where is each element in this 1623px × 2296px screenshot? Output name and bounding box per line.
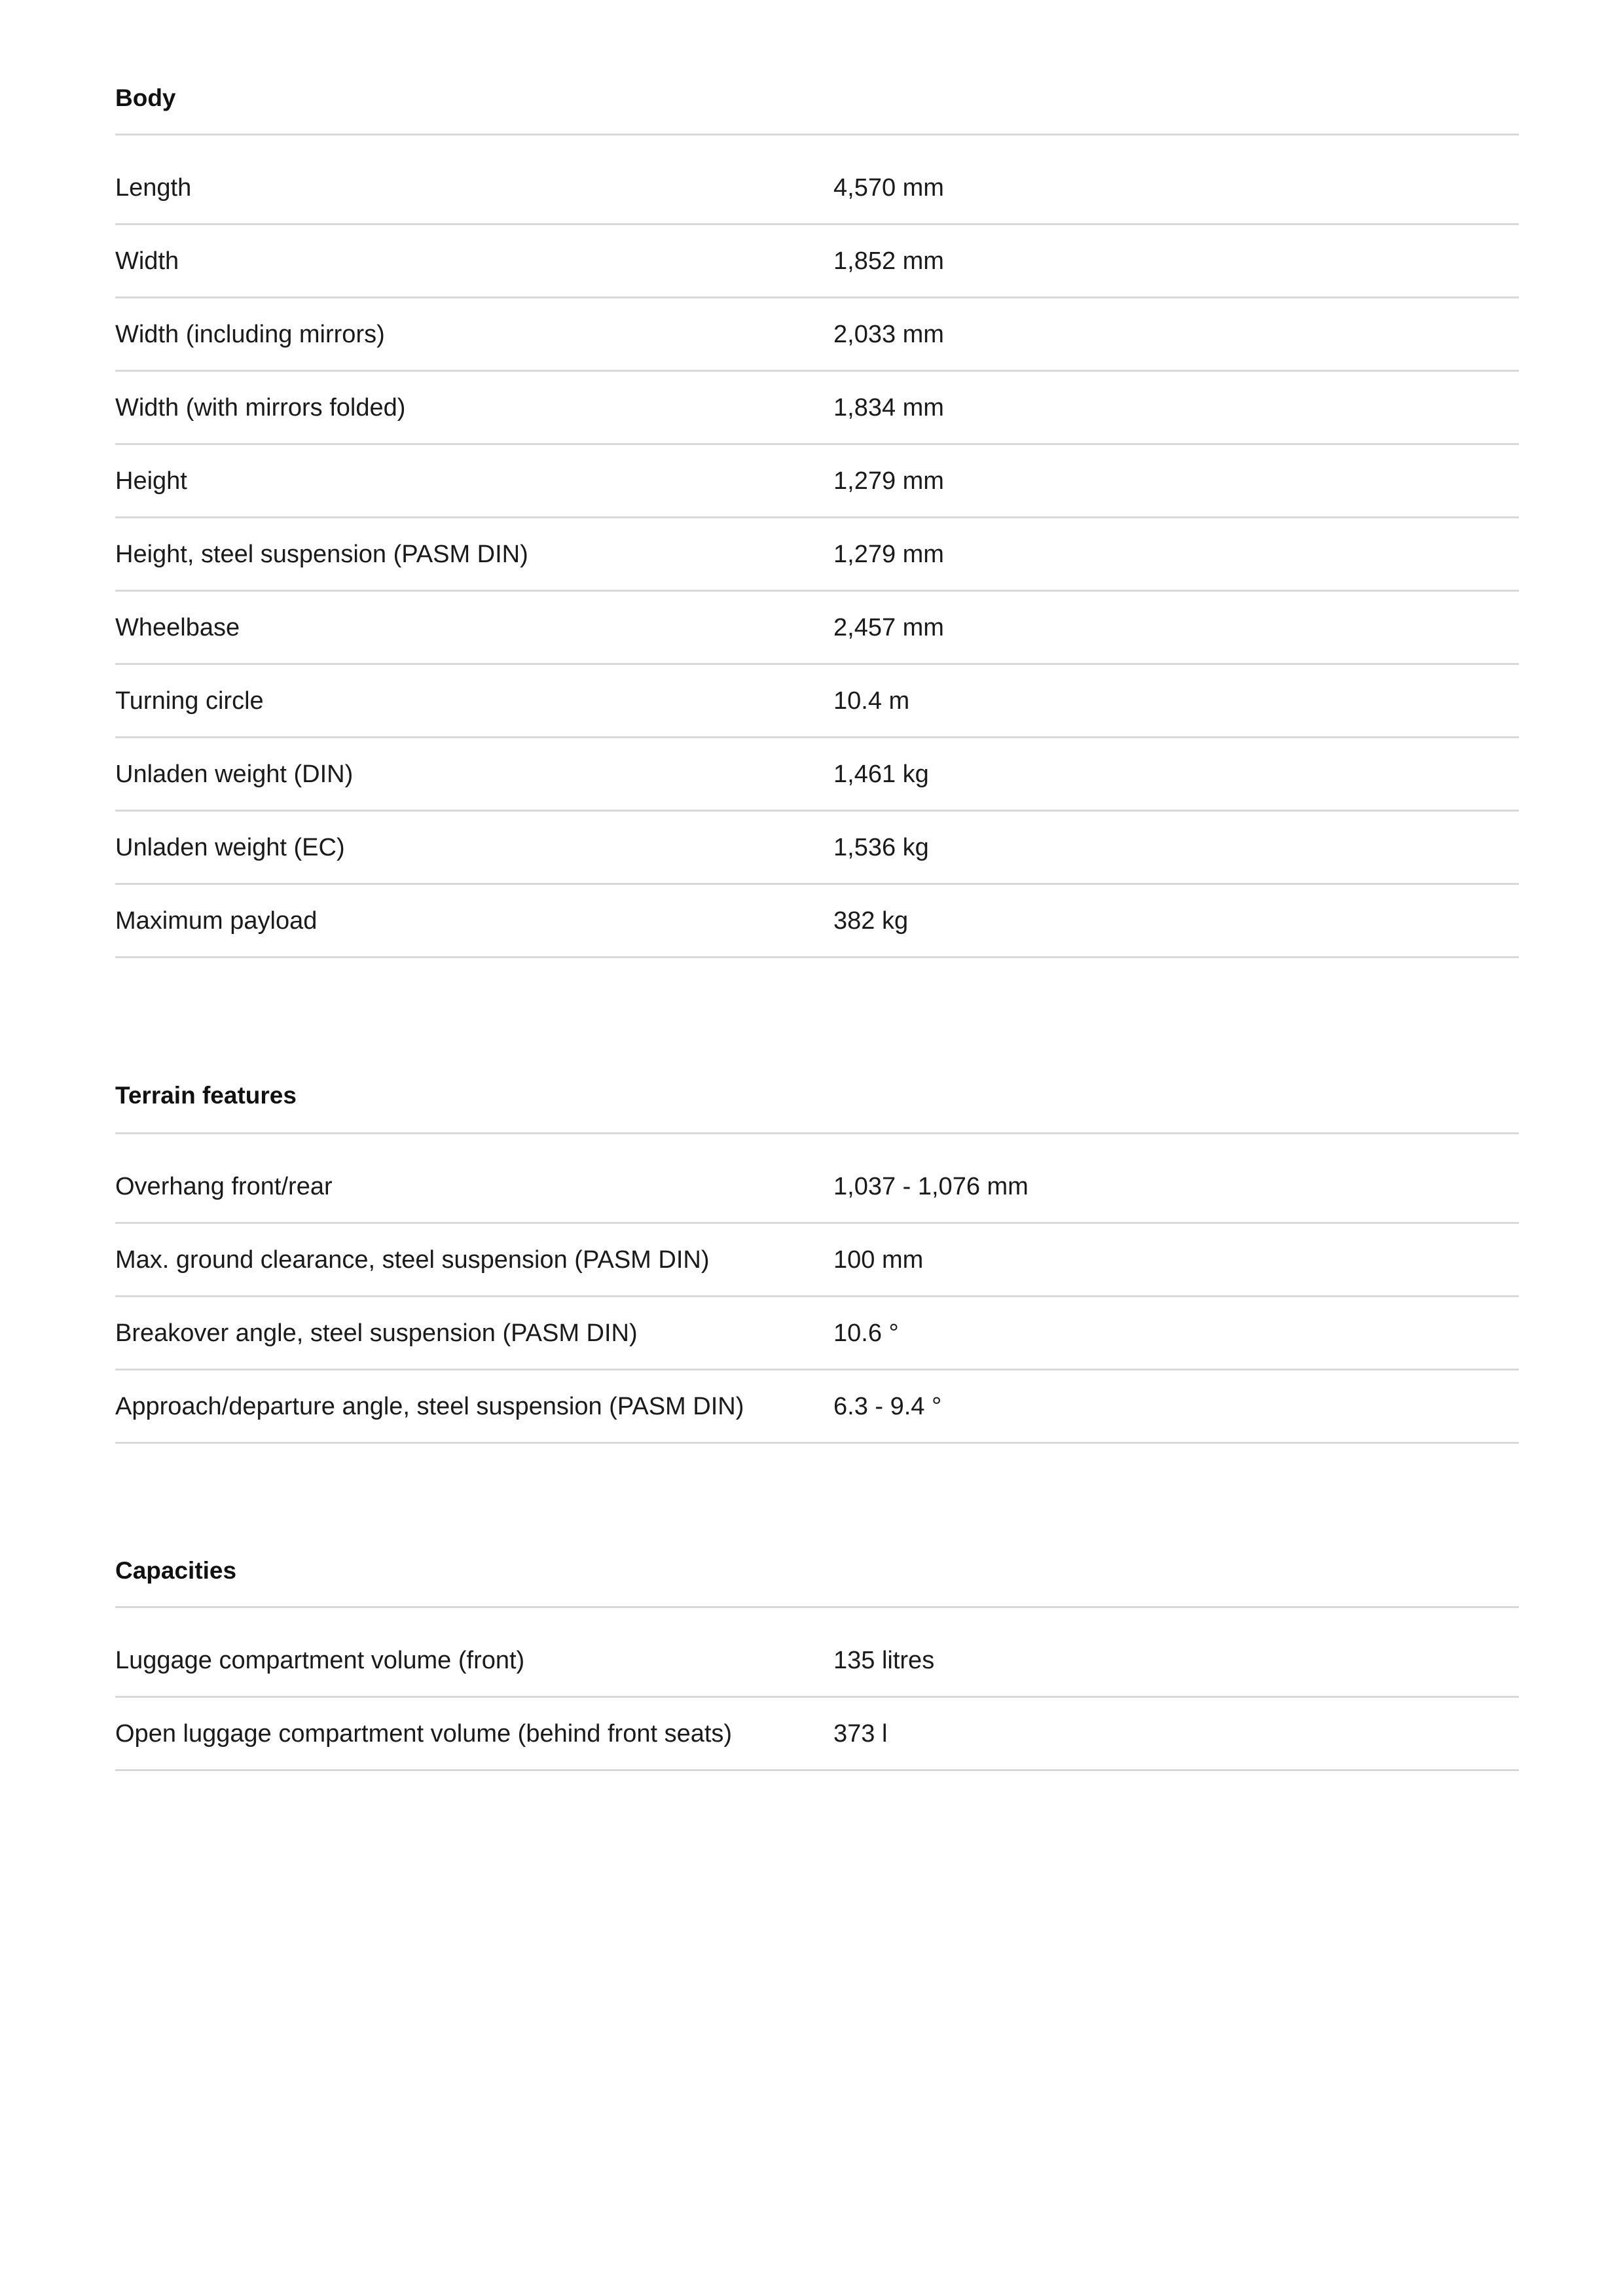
spec-label: Width (with mirrors folded)	[115, 393, 406, 422]
spec-value: 4,570 mm	[833, 173, 944, 202]
spec-row	[115, 1624, 1519, 1698]
spec-row	[115, 1151, 1519, 1224]
spec-value: 10.4 m	[833, 687, 910, 715]
spec-row	[115, 372, 1519, 445]
spec-value: 1,037 - 1,076 mm	[833, 1172, 1029, 1200]
spec-row	[115, 1297, 1519, 1371]
spec-value: 1,279 mm	[833, 540, 944, 568]
spec-value: 1,852 mm	[833, 247, 944, 275]
spec-label: Height	[115, 467, 187, 495]
spec-row	[115, 885, 1519, 958]
spec-list	[115, 152, 1519, 958]
spec-label: Maximum payload	[115, 906, 318, 935]
spec-value: 6.3 - 9.4 °	[833, 1392, 942, 1420]
spec-label: Max. ground clearance, steel suspension (PASM DIN)	[115, 1246, 710, 1274]
spec-label: Wheelbase	[115, 613, 240, 641]
spec-row	[115, 298, 1519, 372]
spec-value: 373 l	[833, 1719, 888, 1748]
spec-value: 2,033 mm	[833, 320, 944, 348]
spec-value: 10.6 °	[833, 1319, 899, 1347]
spec-value: 1,536 kg	[833, 833, 929, 861]
divider	[115, 1606, 1519, 1608]
spec-row	[115, 812, 1519, 885]
spec-value: 1,461 kg	[833, 760, 929, 788]
spec-value: 382 kg	[833, 906, 909, 935]
spec-label: Approach/departure angle, steel suspension (PASM DIN)	[115, 1392, 744, 1420]
spec-label: Breakover angle, steel suspension (PASM DIN)	[115, 1319, 638, 1347]
spec-value: 100 mm	[833, 1246, 924, 1274]
divider	[115, 134, 1519, 135]
spec-row	[115, 225, 1519, 298]
spec-row	[115, 665, 1519, 738]
spec-row	[115, 1698, 1519, 1771]
spec-label: Width (including mirrors)	[115, 320, 385, 348]
divider	[115, 1132, 1519, 1134]
spec-row	[115, 592, 1519, 665]
spec-label: Unladen weight (EC)	[115, 833, 345, 861]
section-title: Terrain features	[115, 1082, 297, 1109]
spec-label: Length	[115, 173, 192, 202]
spec-row	[115, 518, 1519, 592]
spec-row	[115, 1224, 1519, 1297]
spec-label: Turning circle	[115, 687, 264, 715]
spec-row	[115, 445, 1519, 518]
spec-value: 2,457 mm	[833, 613, 944, 641]
spec-value: 1,279 mm	[833, 467, 944, 495]
spec-list	[115, 1151, 1519, 1444]
spec-label: Open luggage compartment volume (behind front seats)	[115, 1719, 733, 1748]
section-title: Capacities	[115, 1557, 237, 1584]
spec-row	[115, 738, 1519, 812]
spec-label: Luggage compartment volume (front)	[115, 1646, 525, 1674]
spec-label: Unladen weight (DIN)	[115, 760, 354, 788]
spec-label: Height, steel suspension (PASM DIN)	[115, 540, 528, 568]
spec-row	[115, 152, 1519, 225]
spec-row	[115, 1371, 1519, 1444]
spec-value: 135 litres	[833, 1646, 935, 1674]
spec-value: 1,834 mm	[833, 393, 944, 422]
spec-label: Width	[115, 247, 179, 275]
spec-list	[115, 1624, 1519, 1771]
section-title: Body	[115, 84, 176, 111]
spec-label: Overhang front/rear	[115, 1172, 333, 1200]
